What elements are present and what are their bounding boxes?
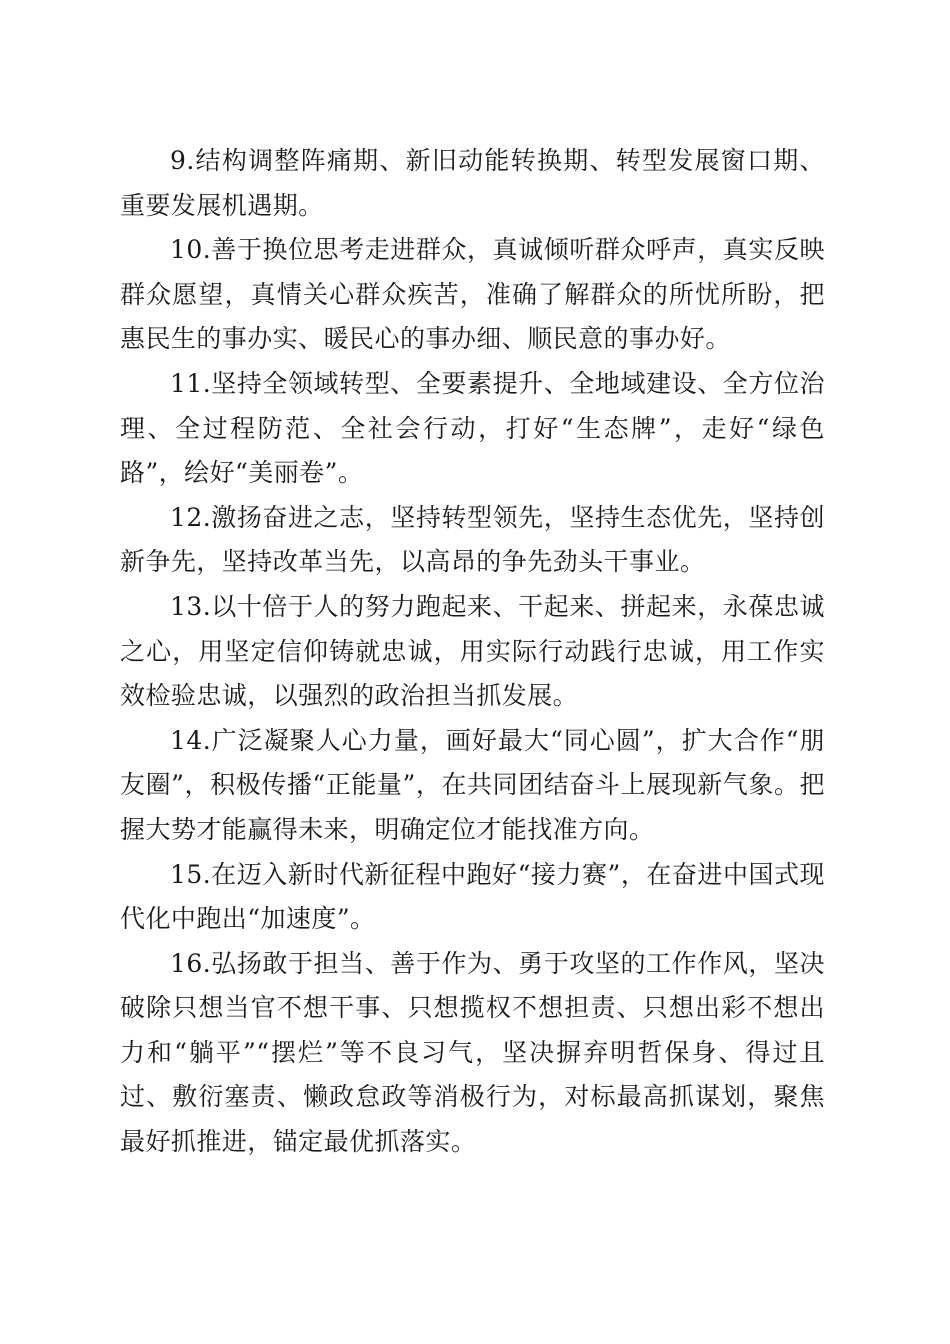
document-body [120,139,825,1165]
paragraph-14: 14.广泛凝聚人心力量，画好最大“同心圆”，扩大合作“朋友圈”，积极传播“正能量”，在共同团结奋斗上展现新气象。把握大势才能赢得未来，明确定位才能找准方向。 [120,725,825,844]
paragraph-13: 13.以十倍于人的努力跑起来、干起来、拼起来，永葆忠诚之心，用坚定信仰铸就忠诚，用实际行动践行忠诚，用工作实效检验忠诚，以强烈的政治担当抓发展。 [120,591,825,711]
paragraph-10: 10.善于换位思考走进群众，真诚倾听群众呼声，真实反映群众愿望，真情关心群众疾苦，准确了解群众的所忧所盼，把惠民生的事办实、暖民心的事办细、顺民意的事办好。 [120,235,825,354]
paragraph-11: 11.坚持全领域转型、全要素提升、全地域建设、全方位治理、全过程防范、全社会行动，打好“生态牌”，走好“绿色路”，绘好“美丽卷”。 [120,368,825,488]
paragraph-12: 12.激扬奋进之志，坚持转型领先，坚持生态优先，坚持创新争先，坚持改革当先，以高昂的争先劲头干事业。 [120,502,825,577]
paragraph-15: 15.在迈入新时代新征程中跑好“接力赛”，在奋进中国式现代化中跑出“加速度”。 [120,859,825,934]
paragraph-16: 16.弘扬敢于担当、善于作为、勇于攻坚的工作作风，坚决破除只想当官不想干事、只想揽权不想担责、只想出彩不想出力和“躺平”“摆烂”等不良习气，坚决摒弃明哲保身、得过且过、敷衍塞责、懒政怠政等消极行为，对标最高抓谋划，聚焦最好抓推进，锚定最优抓落实。 [120,948,825,1157]
paragraph-9: 9.结构调整阵痛期、新旧动能转换期、转型发展窗口期、重要发展机遇期。 [120,146,825,220]
